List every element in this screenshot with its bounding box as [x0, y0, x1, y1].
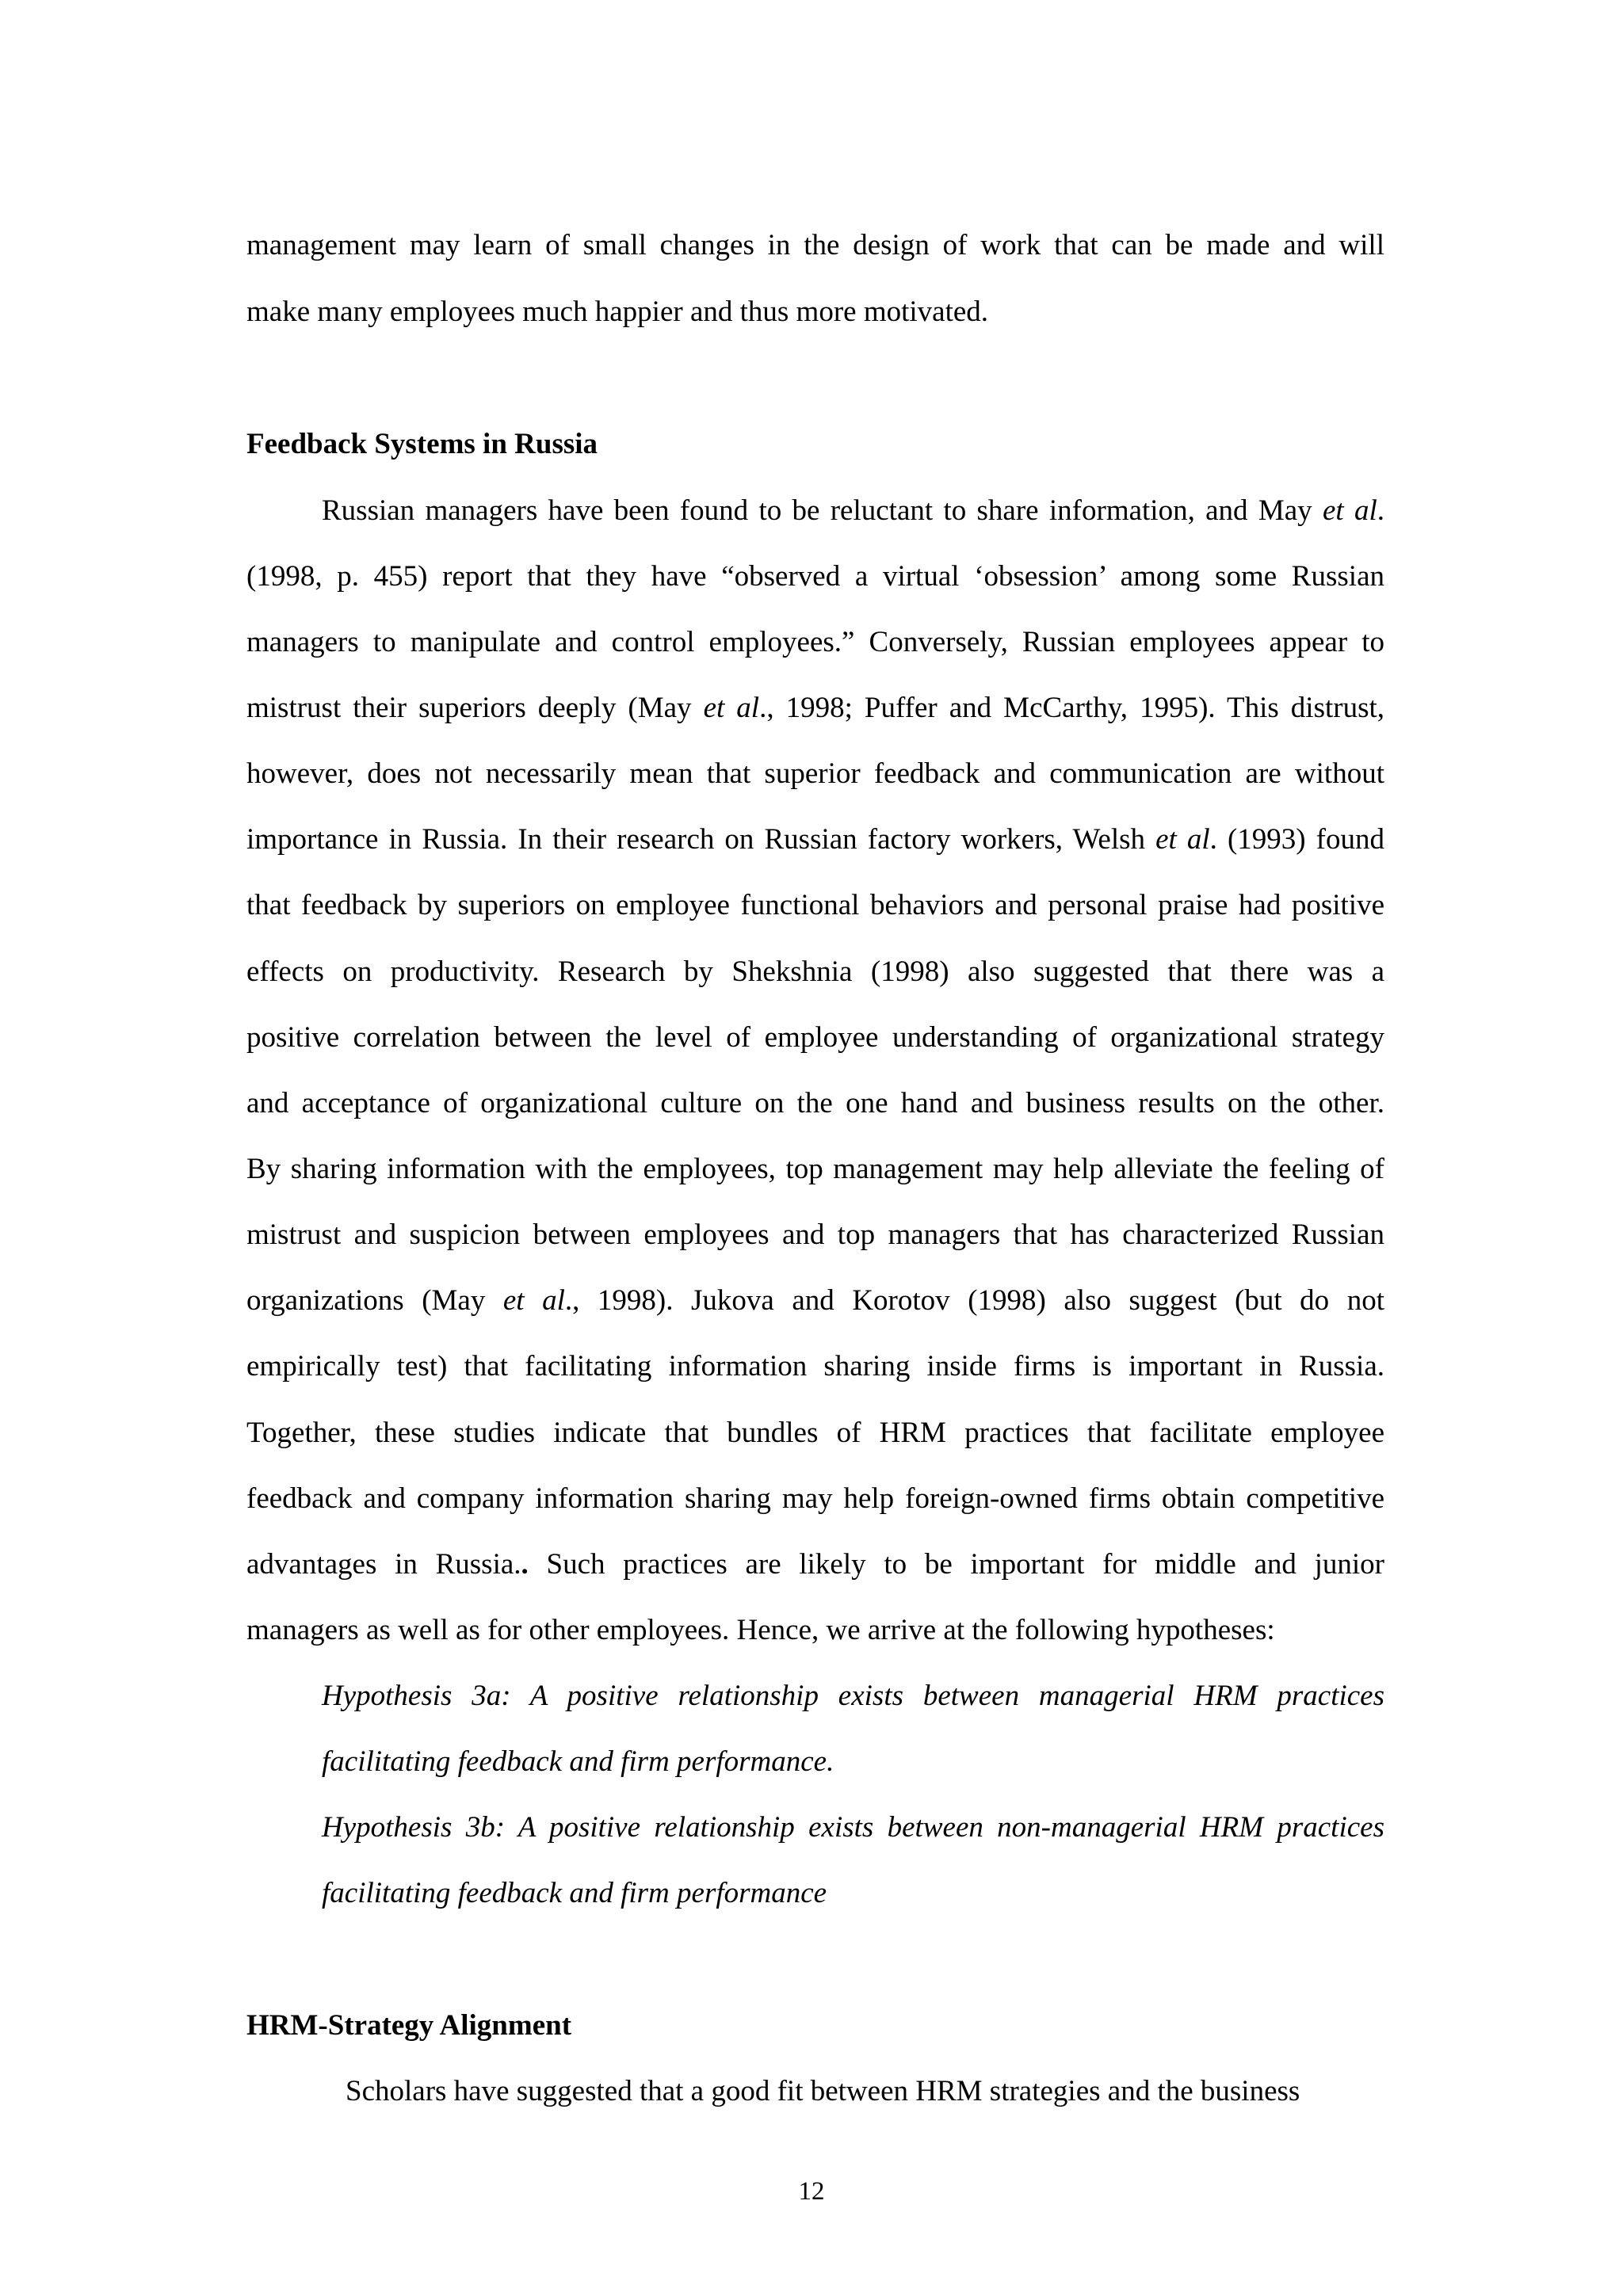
paragraph-line: advantages in Russia.. Such practices are likely to be important for middle and junior: [246, 1548, 1385, 1581]
paragraph-line: mistrust and suspicion between employees and top managers that has characterized Russian: [246, 1219, 1384, 1251]
paragraph-line: (1998, p. 455) report that they have “observed a virtual ‘obsession’ among some Russian: [246, 560, 1384, 593]
paragraph-line: managers to manipulate and control employees.” Conversely, Russian employees appear to: [246, 626, 1384, 658]
paragraph-line: however, does not necessarily mean that superior feedback and communication are without: [246, 757, 1384, 790]
paragraph-line: empirically test) that facilitating information sharing inside firms is important in Russia.: [246, 1350, 1384, 1383]
paragraph-line: effects on productivity. Research by Shekshnia (1998) also suggested that there was a: [246, 955, 1384, 988]
paragraph-line: feedback and company information sharing may help foreign-owned firms obtain competitive: [246, 1482, 1384, 1515]
paragraph-line: organizations (May et al., 1998). Jukova and Korotov (1998) also suggest (but do not: [246, 1284, 1384, 1317]
paragraph-line: and acceptance of organizational culture on the one hand and business results on the other.: [246, 1087, 1384, 1119]
paragraph-line: Together, these studies indicate that bundles of HRM practices that facilitate employee: [246, 1417, 1384, 1449]
section-heading-alignment: HRM-Strategy Alignment: [246, 2009, 572, 2042]
paragraph-line: positive correlation between the level of employee understanding of organizational strategy: [246, 1021, 1384, 1054]
hypothesis-3b-continued: facilitating feedback and firm performance: [322, 1877, 827, 1909]
paragraph-line: mistrust their superiors deeply (May et al., 1998; Puffer and McCarthy, 1995). This distrust,: [246, 692, 1385, 724]
paragraph-line: importance in Russia. In their research on Russian factory workers, Welsh et al. (1993) found: [246, 823, 1385, 856]
paragraph-line: management may learn of small changes in the design of work that can be made and will: [246, 229, 1384, 261]
paragraph-line: Russian managers have been found to be reluctant to share information, and May et al.: [322, 494, 1384, 527]
hypothesis-3a-continued: facilitating feedback and firm performance.: [322, 1745, 834, 1778]
paragraph-line: managers as well as for other employees. Hence, we arrive at the following hypotheses:: [246, 1614, 1275, 1646]
paragraph-line: Scholars have suggested that a good fit between HRM strategies and the business: [346, 2075, 1300, 2107]
hypothesis-3b: Hypothesis 3b: A positive relationship exists between non-managerial HRM practices: [322, 1811, 1384, 1844]
paragraph-line: that feedback by superiors on employee functional behaviors and personal praise had positive: [246, 889, 1384, 921]
page-number: 12: [798, 2177, 825, 2206]
section-heading-feedback: Feedback Systems in Russia: [246, 428, 598, 460]
hypothesis-3a: Hypothesis 3a: A positive relationship exists between managerial HRM practices: [322, 1680, 1384, 1712]
paragraph-line: make many employees much happier and thus more motivated.: [246, 296, 989, 328]
paragraph-line: By sharing information with the employees, top management may help alleviate the feeling of: [246, 1153, 1384, 1185]
